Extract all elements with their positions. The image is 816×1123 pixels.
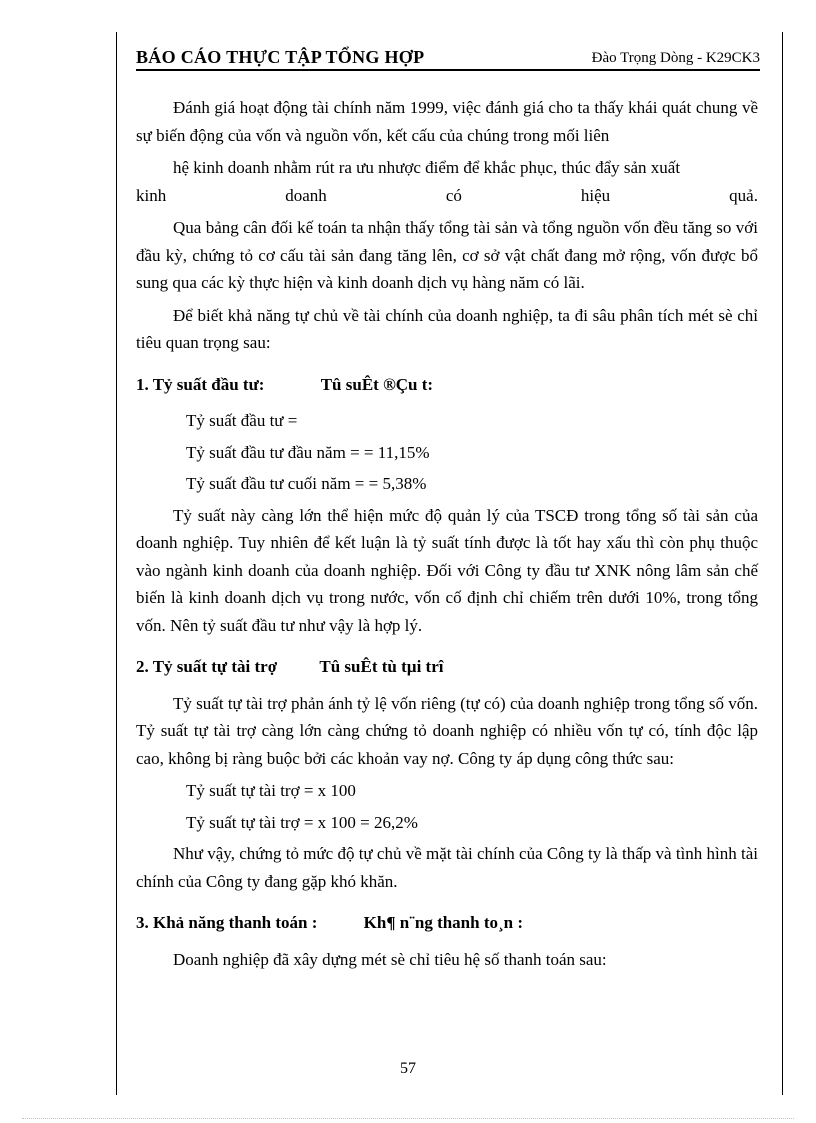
section-2-heading [136,653,758,681]
author-label: Đào Trọng Dòng - K29CK3 [591,50,760,66]
section-2-conclusion: Như vậy, chứng tỏ mức độ tự chủ về mặt tài chính của Công ty là thấp và tình hình tài chính của Công ty đang gặp khó khăn. [136,844,758,891]
word: kinh [136,185,167,205]
page-number: 57 [400,1060,416,1077]
section-2-title-alt: Tû suÊt tù tµi trî [319,657,444,676]
formula-line: Tỷ suất đầu tư = [186,411,298,430]
formula-line: Tỷ suất tự tài trợ = x 100 = 26,2% [186,812,418,832]
intro-paragraph-2-tail [136,182,758,210]
intro-paragraph-4: Để biết khả năng tự chủ về tài chính của doanh nghiệp, ta đi sâu phân tích mét sè chỉ tiêu quan trọng sau: [136,305,758,352]
section-1-paragraph: Tỷ suất này càng lớn thể hiện mức độ quản lý của TSCĐ trong tổng số tài sản của doanh nghiệp. Tuy nhiên để kết luận là tỷ suất tính được là tốt hay xấu thì còn phụ thuộc vào ngành kinh doanh của doanh nghiệp. Đối với Công ty đầu tư XNK nông lâm sản chế biến là kinh doanh dịch vụ trong nước, vốn cố định chỉ chiếm trên dưới 10%, trong tổng vốn. Nên tỷ suất đầu tư như vậy là hợp lý. [136,505,758,635]
word: doanh [285,185,327,205]
formula-line: Tỷ suất tự tài trợ = x 100 [186,781,356,800]
page-header [136,45,760,71]
word: quả. [729,185,758,205]
report-title: BÁO CÁO THỰC TẬP TỔNG HỢP [136,47,425,67]
intro-paragraph-2: hệ kinh doanh nhằm rút ra ưu nhược điểm để khắc phục, thúc đẩy sản xuất [173,158,681,177]
section-1-title-alt: Tû suÊt ®Çu t: [320,374,434,394]
section-2-title: 2. Tỷ suất tự tài trợ [136,657,278,676]
page-break-divider [22,1118,794,1119]
section-2-paragraph: Tỷ suất tự tài trợ phản ánh tỷ lệ vốn riêng (tự có) của doanh nghiệp trong tổng số vốn. Tỷ suất tự tài trợ càng lớn càng chứng tỏ doanh nghiệp có nhiều vốn tự có, tính độc lập cao, không bị ràng buộc bởi các khoản vay nợ. Công ty áp dụng công thức sau: [136,693,758,768]
formula-line: Tỷ suất đầu tư đầu năm = = 11,15% [186,442,430,462]
word: hiệu [580,185,611,205]
section-3-paragraph: Doanh nghiệp đã xây dựng mét sè chỉ tiêu hệ số thanh toán sau: [173,949,607,969]
formula-line: Tỷ suất đầu tư cuối năm = = 5,38% [186,474,427,493]
intro-paragraph-1: Đánh giá hoạt động tài chính năm 1999, việc đánh giá cho ta thấy khái quát chung về sự biến động của vốn và nguồn vốn, kết cấu của chúng trong mối liên [136,98,758,145]
intro-paragraph-3: Qua bảng cân đối kế toán ta nhận thấy tổng tài sản và tổng nguồn vốn đều tăng so với đầu kỳ, chứng tỏ cơ cấu tài sản đang tăng lên, cơ sở vật chất đang mở rộng, vốn được bổ sung qua các kỳ thực hiện và kinh doanh dịch vụ hàng năm có lãi. [136,218,758,292]
body-content [136,94,758,978]
section-3-title-alt: Kh¶ n¨ng thanh to¸n : [363,913,524,932]
section-3-title: 3. Khả năng thanh toán : [136,913,318,932]
word: có [445,185,462,205]
section-1-heading [136,371,758,399]
section-1-title: 1. Tỷ suất đầu tư: [136,374,265,394]
section-3-heading [136,909,758,937]
